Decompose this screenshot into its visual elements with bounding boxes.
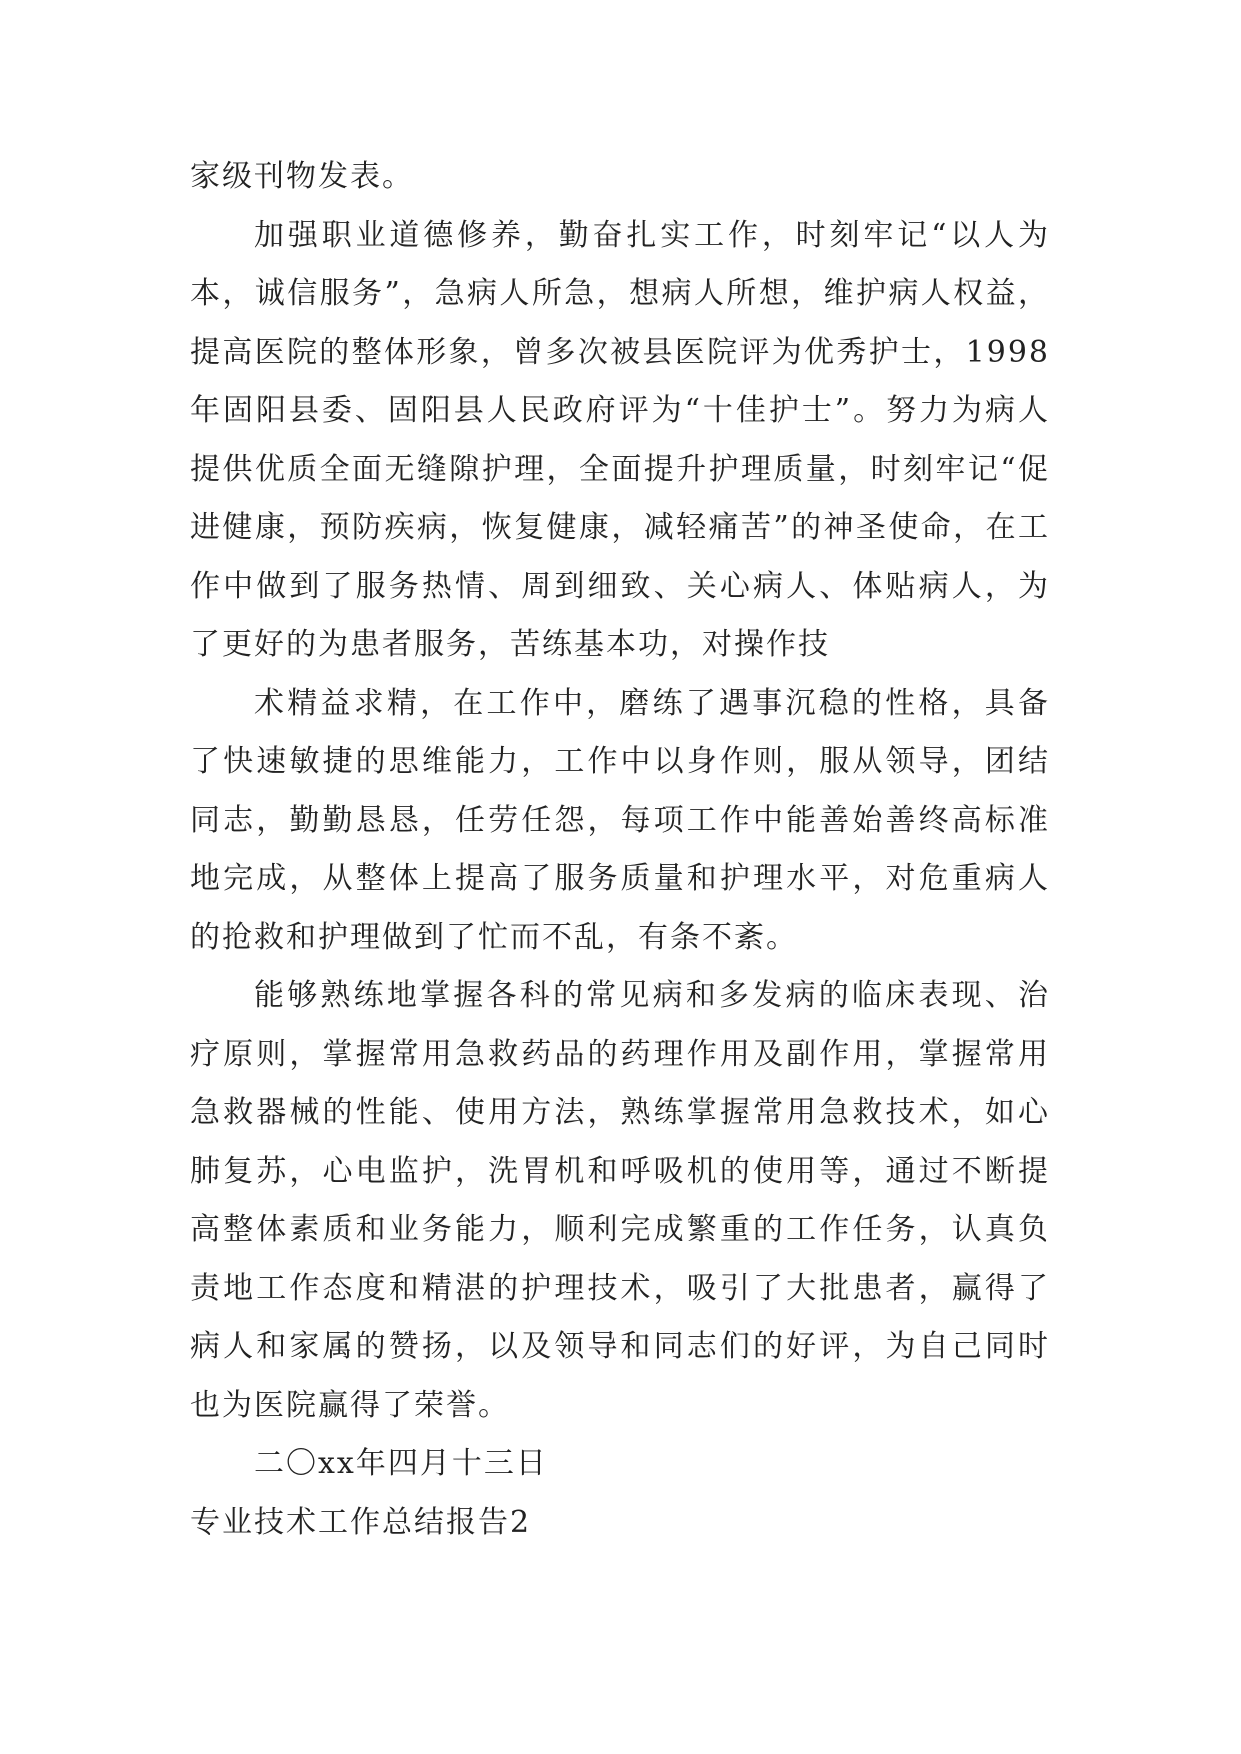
document-date: 二〇xx年四月十三日	[254, 1446, 548, 1481]
paragraph-ethics: 加强职业道德修养，勤奋扎实工作，时刻牢记“以人为本，诚信服务”，急病人所急，想病人所想，维护病人权益，提高医院的整体形象，曾多次被县医院评为优秀护士，1998年固阳县委、固阳县人民政府评为“十佳护士”。努力为病人提供优质全面无缝隙护理，全面提升护理质量，时刻牢记“促进健康，预防疾病，恢复健康，减轻痛苦”的神圣使命，在工作中做到了服务热情、周到细致、关心病人、体贴病人，为了更好的为患者服务，苦练基本功，对操作技	[190, 217, 1050, 662]
paragraph-skills: 术精益求精，在工作中，磨练了遇事沉稳的性格，具备了快速敏捷的思维能力，工作中以身作则，服从领导，团结同志，勤勤恳恳，任劳任怨，每项工作中能善始善终高标准地完成，从整体上提高了服务质量和护理水平，对危重病人的抢救和护理做到了忙而不乱，有条不紊。	[190, 685, 1050, 955]
next-section-title: 专业技术工作总结报告2	[190, 1504, 532, 1540]
document-body	[190, 148, 1050, 1552]
paragraph-continuation: 家级刊物发表。	[190, 159, 414, 194]
paragraph-clinical: 能够熟练地掌握各科的常见病和多发病的临床表现、治疗原则，掌握常用急救药品的药理作用及副作用，掌握常用急救器械的性能、使用方法，熟练掌握常用急救技术，如心肺复苏，心电监护，洗胃机和呼吸机的使用等，通过不断提高整体素质和业务能力，顺利完成繁重的工作任务，认真负责地工作态度和精湛的护理技术，吸引了大批患者，赢得了病人和家属的赞扬，以及领导和同志们的好评，为自己同时也为医院赢得了荣誉。	[190, 978, 1050, 1423]
